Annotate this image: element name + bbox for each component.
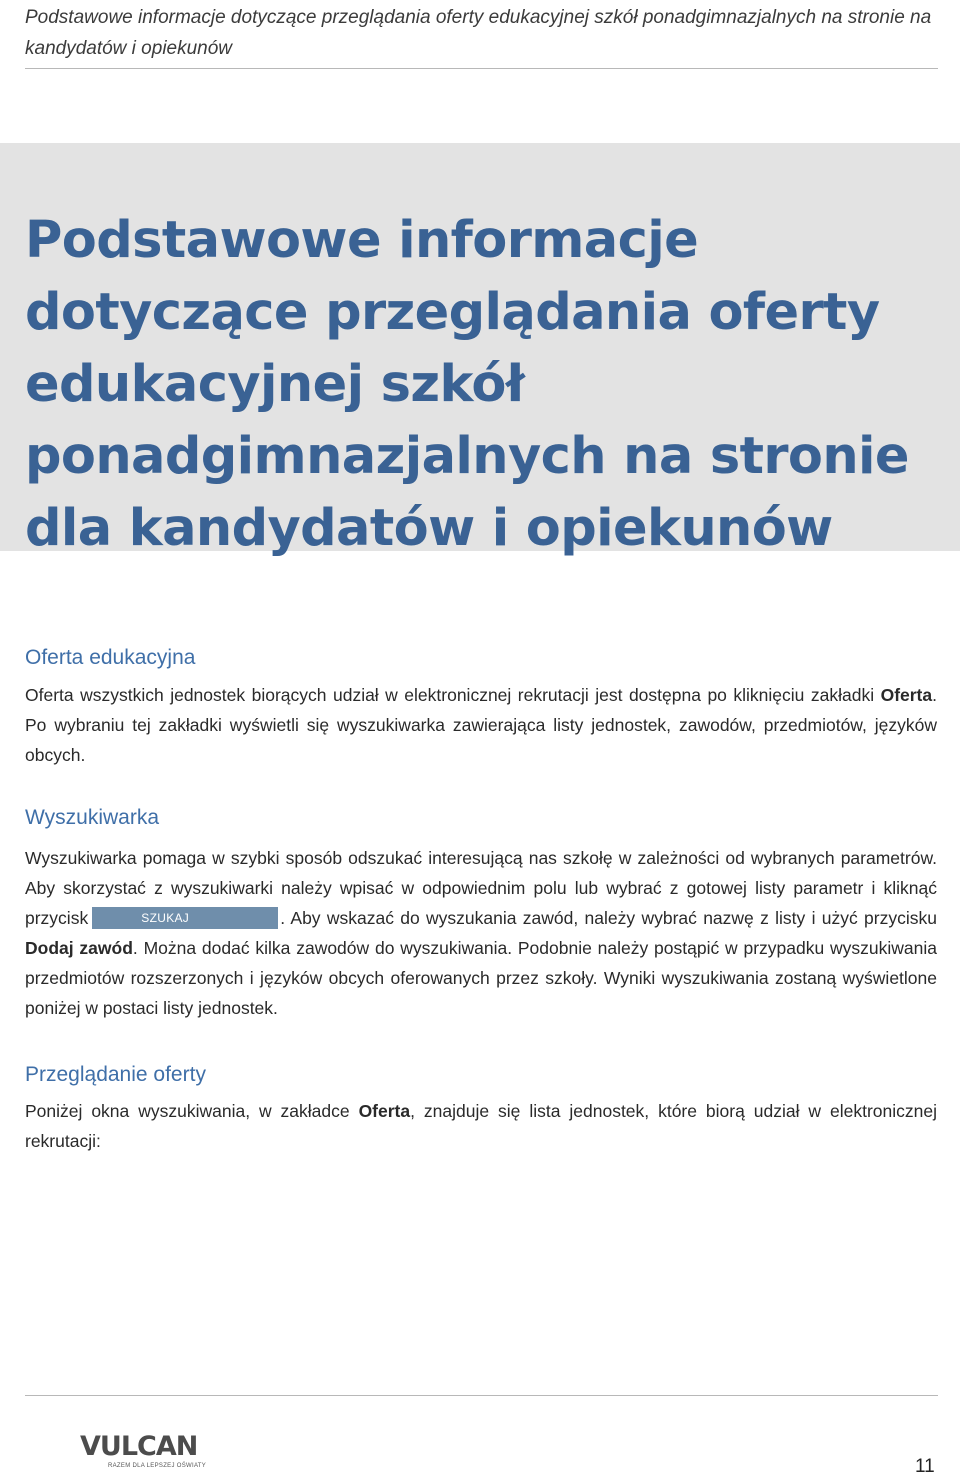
add-profession-button-name: Dodaj zawód: [25, 938, 133, 958]
text-run: Wyszukiwarka pomaga w szybki sposób odszukać interesującą nas szkołę w zależności od wybranych parametrów. Aby skorzystać z wyszukiwarki należy wpisać w odpowiednim polu lub wybrać z gotowej listy parametr i kliknąć przycisk: [25, 848, 937, 928]
logo-wordmark: VULCAN: [80, 1431, 198, 1462]
text-run: Poniżej okna wyszukiwania, w zakładce: [25, 1101, 359, 1121]
section-heading-oferta: Oferta edukacyjna: [25, 646, 196, 669]
running-header: Podstawowe informacje dotyczące przeglądania oferty edukacyjnej szkół ponadgimnazjalnych na stronie na kandydatów i opiekunów: [25, 7, 932, 59]
vulcan-logo: [80, 1431, 207, 1472]
search-button[interactable]: SZUKAJ: [92, 907, 278, 929]
tab-name-oferta: Oferta: [880, 685, 933, 705]
section-heading-przegladanie: Przeglądanie oferty: [25, 1063, 206, 1086]
paragraph-oferta: [25, 680, 937, 770]
logo-slogan: RAZEM DLA LEPSZEJ OŚWIATY: [108, 1463, 207, 1469]
header-divider: [25, 68, 938, 69]
text-run: . Aby wskazać do wyszukania zawód, należy wybrać nazwę z listy i użyć przycisku: [280, 908, 937, 928]
text-run: . Można dodać kilka zawodów do wyszukiwania. Podobnie należy postąpić w przypadku wyszukiwania przedmiotów rozszerzonych i języków obcych oferowanych przez szkoły. Wyniki wyszukiwania zostaną wyświetlone poniżej w postaci listy jednostek.: [25, 938, 938, 1018]
section-heading-wyszukiwarka: Wyszukiwarka: [25, 806, 159, 829]
tab-name-oferta: Oferta: [358, 1101, 411, 1121]
page-title: Podstawowe informacje dotyczące przeglądania oferty edukacyjnej szkół ponadgimnazjalnych na stronie dla kandydatów i opiekunów: [25, 211, 909, 558]
footer-divider: [25, 1395, 938, 1396]
text-run: Oferta wszystkich jednostek biorących udział w elektronicznej rekrutacji jest dostępna po kliknięciu zakładki: [25, 685, 881, 705]
paragraph-przegladanie: [25, 1096, 937, 1156]
text-run: . Po wybraniu tej zakładki wyświetli się wyszukiwarka zawierająca listy jednostek, zawodów, przedmiotów, języków obcych.: [25, 685, 937, 765]
paragraph-wyszukiwarka: [25, 843, 937, 1023]
page-number: 11: [915, 1456, 935, 1477]
text-run: , znajduje się lista jednostek, które biorą udział w elektronicznej rekrutacji:: [25, 1101, 937, 1151]
